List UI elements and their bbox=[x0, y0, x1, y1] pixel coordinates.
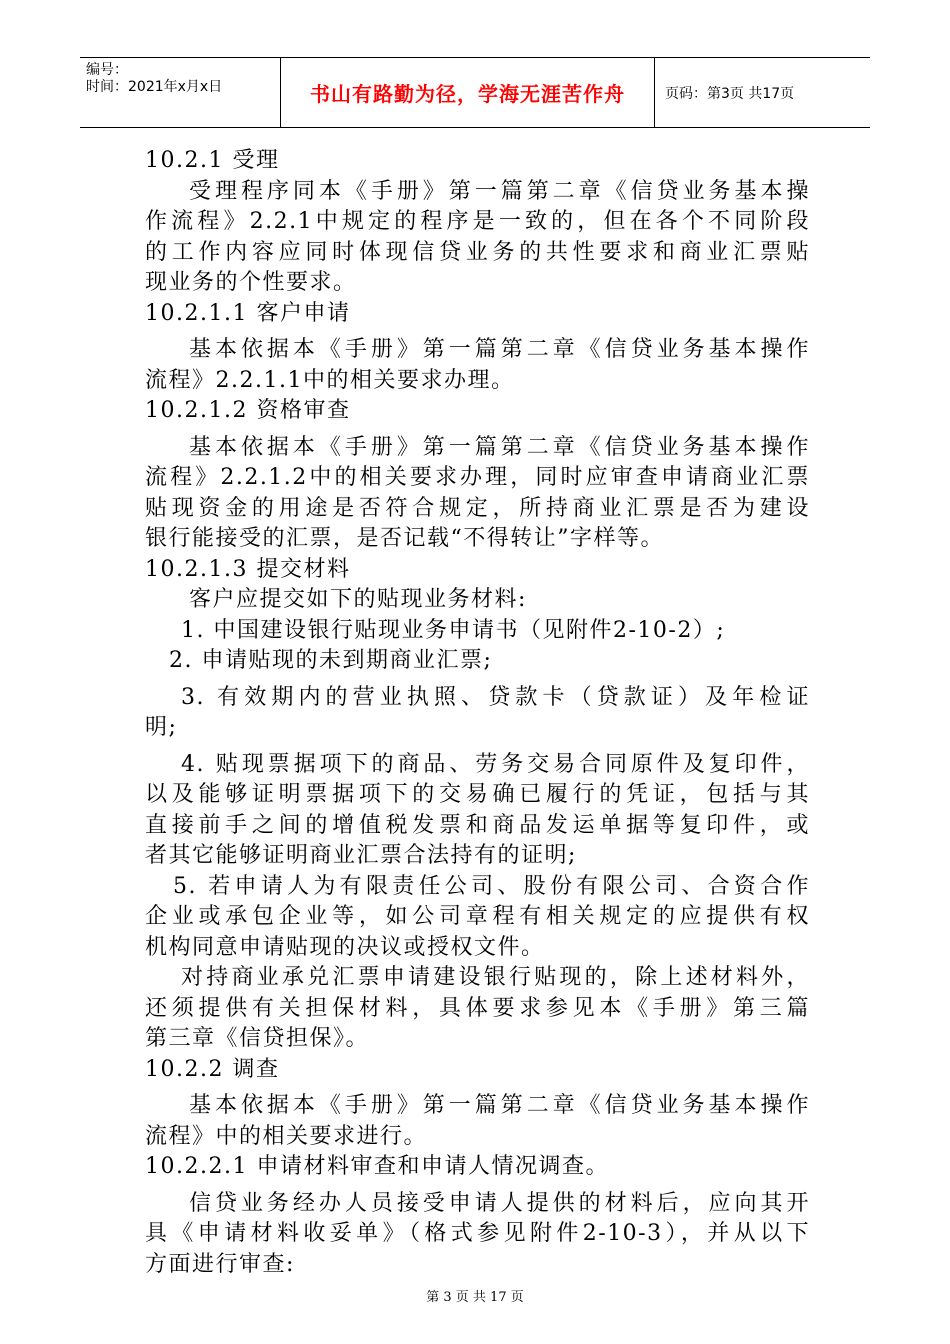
body-line: 企业或承包企业等，如公司章程有相关规定的应提供有权 bbox=[145, 904, 810, 929]
body-line: 受理程序同本《手册》第一篇第二章《信贷业务基本操 bbox=[189, 178, 810, 204]
body-line: 基本依据本《手册》第一篇第二章《信贷业务基本操作 bbox=[189, 434, 810, 460]
body-line: 流程》2.2.1.1中的相关要求办理。 bbox=[145, 367, 515, 393]
list-item: 1. 中国建设银行贴现业务申请书（见附件2-10-2）; bbox=[181, 617, 726, 643]
body-line: 方面进行审查: bbox=[145, 1251, 295, 1277]
document-number-label: 编号： bbox=[86, 62, 128, 78]
body-line: 基本依据本《手册》第一篇第二章《信贷业务基本操作 bbox=[189, 337, 810, 362]
body-line: 还须提供有关担保材料，具体要求参见本《手册》第三篇 bbox=[145, 995, 810, 1021]
page-footer: 第 3 页 共 17 页 bbox=[426, 1290, 524, 1305]
body-line: 作流程》2.2.1中规定的程序是一致的，但在各个不同阶段 bbox=[145, 209, 810, 234]
body-line: 明; bbox=[145, 715, 178, 740]
section-heading: 10.2.1 受理 bbox=[145, 148, 280, 173]
header-meta bbox=[80, 58, 280, 127]
body-line: 贴现资金的用途是否符合规定，所持商业汇票是否为建设 bbox=[145, 495, 810, 521]
body-line: 直接前手之间的增值税发票和商品发运单据等复印件，或 bbox=[145, 812, 810, 838]
list-item: 3. 有效期内的营业执照、贷款卡（贷款证）及年检证 bbox=[181, 684, 810, 710]
body-line: 银行能接受的汇票，是否记载“不得转让”字样等。 bbox=[145, 526, 664, 551]
list-item: 4. 贴现票据项下的商品、劳务交易合同原件及复印件， bbox=[181, 751, 810, 777]
body-line: 现业务的个性要求。 bbox=[145, 270, 357, 295]
section-heading: 10.2.2.1 申请材料审查和申请人情况调查。 bbox=[145, 1154, 609, 1179]
body-line: 基本依据本《手册》第一篇第二章《信贷业务基本操作 bbox=[189, 1093, 810, 1118]
page-header bbox=[80, 57, 870, 128]
document-body bbox=[145, 146, 810, 1280]
body-line: 流程》2.2.1.2中的相关要求办理，同时应审查申请商业汇票 bbox=[145, 465, 810, 490]
section-heading: 10.2.2 调查 bbox=[145, 1056, 280, 1082]
body-line: 以及能够证明票据项下的交易确已履行的凭证，包括与其 bbox=[145, 782, 810, 807]
document-time-label: 时间：2021年x月x日 bbox=[86, 79, 223, 95]
body-line: 的工作内容应同时体现信贷业务的共性要求和商业汇票贴 bbox=[145, 239, 810, 265]
section-heading: 10.2.1.3 提交材料 bbox=[145, 556, 351, 582]
list-item: 5. 若申请人为有限责任公司、股份有限公司、合资合作 bbox=[173, 873, 810, 899]
body-line: 第三章《信贷担保》。 bbox=[145, 1026, 370, 1051]
header-page-number: 页码：第3页 共17页 bbox=[665, 85, 795, 102]
section-heading: 10.2.1.2 资格审查 bbox=[145, 398, 351, 423]
body-line: 对持商业承兑汇票申请建设银行贴现的，除上述材料外， bbox=[181, 965, 810, 990]
body-line: 信贷业务经办人员接受申请人提供的材料后，应向其开 bbox=[189, 1190, 810, 1216]
list-item: 2. 申请贴现的未到期商业汇票; bbox=[169, 648, 493, 673]
body-line: 客户应提交如下的贴现业务材料: bbox=[189, 587, 527, 612]
body-line: 机构同意申请贴现的决议或授权文件。 bbox=[145, 934, 545, 960]
body-line: 者其它能够证明商业汇票合法持有的证明; bbox=[145, 843, 577, 868]
section-heading: 10.2.1.1 客户申请 bbox=[145, 300, 351, 326]
body-line: 流程》中的相关要求进行。 bbox=[145, 1123, 428, 1149]
body-line: 具《申请材料收妥单》（格式参见附件2-10-3），并从以下 bbox=[145, 1221, 810, 1246]
header-motto: 书山有路勤为径，学海无涯苦作舟 bbox=[280, 58, 655, 127]
